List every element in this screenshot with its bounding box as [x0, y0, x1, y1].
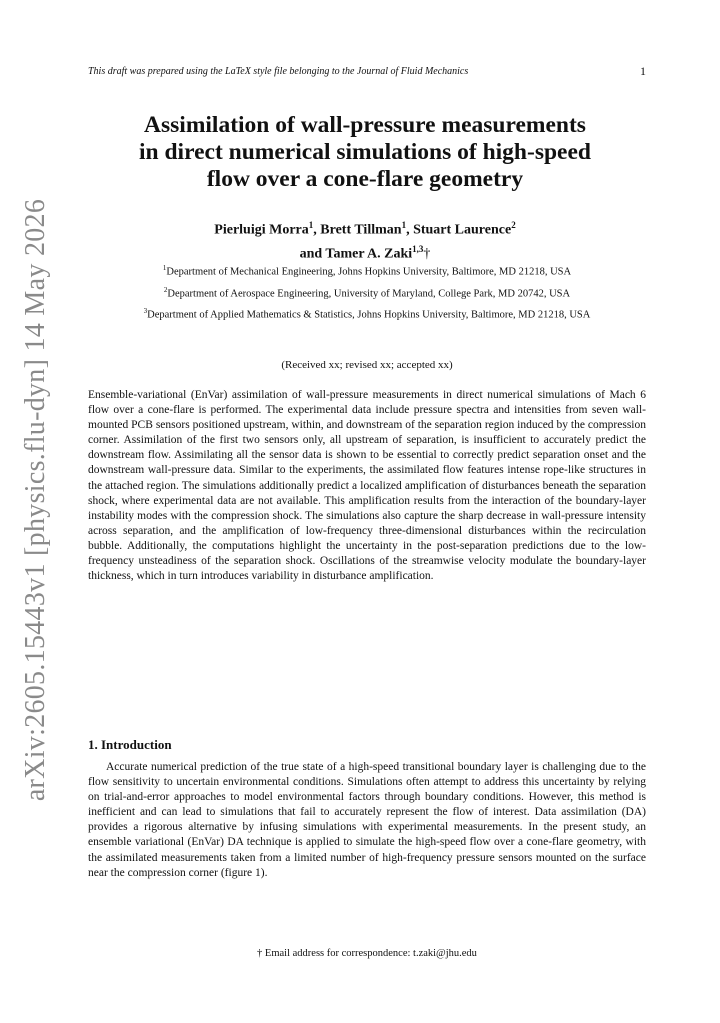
author-affiliation-mark: 1 [308, 220, 314, 230]
page-number: 1 [640, 64, 646, 78]
author-name: Tamer A. Zaki [325, 246, 413, 262]
affiliation-item [88, 262, 646, 279]
author-list [80, 216, 650, 263]
affiliation-text: Department of Applied Mathematics & Statistics, Johns Hopkins University, Baltimore, MD 21218, USA [147, 309, 591, 321]
affiliations [88, 262, 646, 327]
author-name: Pierluigi Morra [214, 222, 309, 238]
introduction-paragraph: Accurate numerical prediction of the true state of a high-speed transitional boundary layer is challenging due to the flow sensitivity to uncertain environmental conditions. Simulations often attempt to address this uncertainty by relying on trial-and-error approaches to model environmental factors through boundary conditions. However, this method is inefficient and can lead to simulations that fail to accurately represent the flow of interest. Data assimilation (DA) provides a rigorous alternative by infusing simulations with experimental measurements. In the present study, an ensemble variational (EnVar) DA technique is applied to simulate the high-speed flow over a cone-flare geometry, with the assimilated measurements taken from a limited number of high-frequency pressure sensors mounted on the surface near the compression corner (figure 1). [88, 761, 646, 879]
abstract: Ensemble-variational (EnVar) assimilation of wall-pressure measurements in direct numerical simulations of Mach 6 flow over a cone-flare is performed. The experimental data include pressure spectra and intensities from seven wall-mounted PCB sensors positioned upstream, within, and downstream of the separation region induced by the compression corner. Assimilation of the first two sensors only, all upstream of separation, is insufficient to accurately predict the downstream flow. Assimilating all the sensor data is shown to be essential to correctly predict separation onset and the downstream wall-pressure data. Similar to the experiments, the assimilated flow features intense rope-like structures in the attached region. The simulations additionally predict a localized amplification of disturbances beneath the separation shock, where experimental data are not available. This amplification results from the interaction of the boundary-layer instability modes with the compression shock. The simulations also capture the sharp decrease in wall-pressure intensity across separation, and the amplification of low-frequency three-dimensional disturbances within the recirculation bubble. Additionally, the computations highlight the uncertainty in the post-separation predictions due to the low-frequency unsteadiness of the separation shock. Oscillations of the streamwise velocity modulate the boundary-layer thickness, which in turn introduces variability in disturbance amplification. [88, 389, 646, 583]
author-connector: and [299, 246, 323, 262]
title-line-1: Assimilation of wall-pressure measurements [144, 112, 586, 138]
title-line-3: flow over a cone-flare geometry [206, 166, 524, 192]
corresponding-author-mark: † [423, 246, 431, 262]
affiliation-item [88, 284, 646, 301]
affiliation-number: 1 [162, 264, 167, 272]
author-name: Stuart Laurence [413, 222, 512, 238]
affiliation-number: 2 [163, 285, 168, 294]
correspondence-footnote: † Email address for correspondence: t.zaki@jhu.edu [257, 948, 477, 959]
author-affiliation-mark: 2 [511, 220, 516, 230]
arxiv-identifier-text: arXiv:2605.15443v1 [physics.flu-dyn] 14 May 2026 [20, 198, 51, 802]
paper-title [80, 112, 650, 193]
affiliation-text: Department of Aerospace Engineering, University of Maryland, College Park, MD 20742, USA [167, 288, 571, 299]
section-heading: 1. Introduction [88, 737, 172, 752]
affiliation-number: 3 [143, 307, 148, 315]
title-line-2: in direct numerical simulations of high-speed [139, 139, 591, 165]
author-separator: , [313, 222, 317, 238]
author-line-1 [80, 216, 650, 240]
running-head [88, 66, 646, 82]
affiliation-item [88, 305, 646, 322]
affiliation-text: Department of Mechanical Engineering, Johns Hopkins University, Baltimore, MD 21218, USA [166, 266, 572, 278]
author-separator: , [406, 222, 410, 238]
author-name: Brett Tillman [320, 222, 402, 238]
author-line-2 [80, 240, 650, 264]
running-head-text: This draft was prepared using the LaTeX style file belonging to the Journal of Fluid Mechanics [88, 66, 469, 77]
author-affiliation-mark: 1 [401, 220, 407, 230]
author-affiliation-mark: 1,3 [412, 243, 424, 254]
received-dates: (Received xx; revised xx; accepted xx) [281, 359, 453, 371]
